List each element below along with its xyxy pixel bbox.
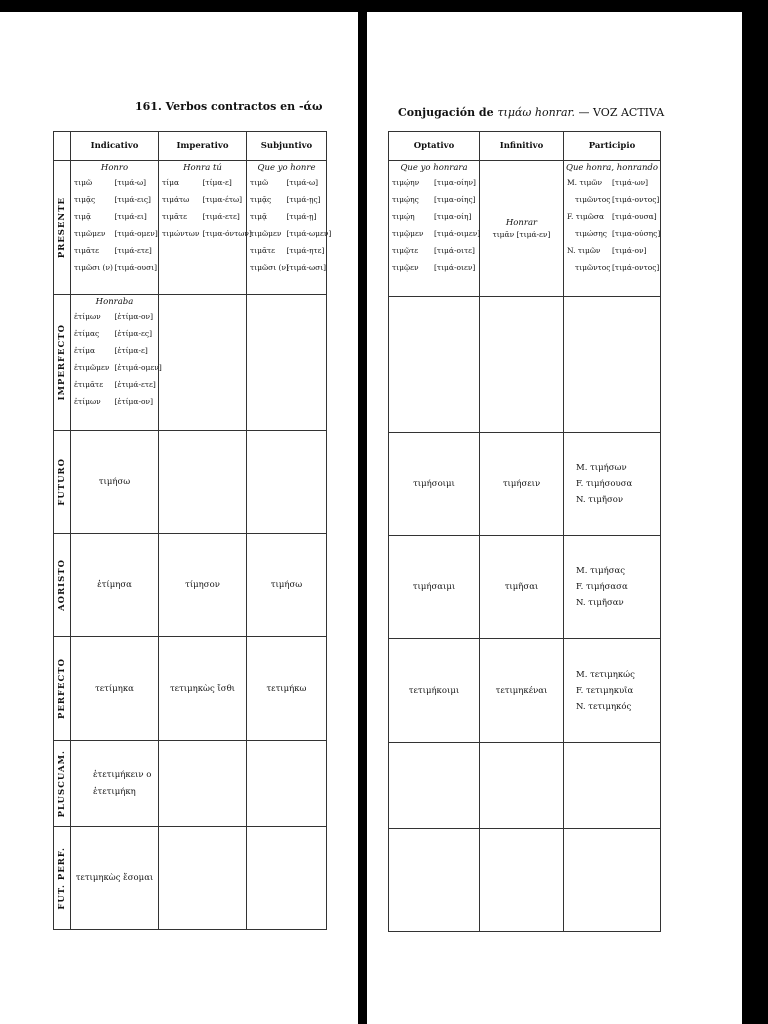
form-row — [250, 259, 327, 276]
form-analysis: [ἐτίμα-ε] — [114, 346, 148, 355]
form-row — [74, 359, 162, 376]
aoristo-infinitivo: τιμῆσαι — [480, 536, 564, 639]
form-word: F. τιμῶσα — [567, 212, 605, 221]
futperf-subjuntivo — [247, 827, 327, 930]
pluscuam-forms — [71, 767, 158, 801]
imperfecto-infinitivo — [480, 297, 564, 433]
pluscuam-optativo — [389, 743, 480, 829]
presente-participio — [564, 161, 661, 297]
part-fem: F. τιμήσασα — [576, 582, 628, 592]
corner-cell — [54, 132, 71, 161]
form-row — [162, 208, 243, 225]
presente-ind-heading: Honro — [100, 163, 129, 173]
right-page-title — [398, 106, 664, 119]
left-header-row — [54, 132, 327, 161]
row-label-futperf-text: FUT. PERF. — [57, 846, 67, 910]
form-word: τιμῶντος — [575, 263, 611, 272]
aoristo-part-forms — [564, 563, 660, 611]
perfecto-subjuntivo: τετιμήκω — [247, 637, 327, 741]
form-analysis: [τιμα-οίην] — [434, 178, 476, 187]
form-analysis: [τιμά-οιτε] — [434, 246, 475, 255]
perfecto-part-forms — [564, 667, 660, 715]
row-label-perfecto — [54, 637, 71, 741]
form-row — [567, 191, 660, 208]
form-word: τιμάτω — [162, 195, 190, 204]
part-neut: N. τετιμηκός — [576, 701, 632, 712]
form-word: τίμα — [162, 178, 180, 187]
row-label-presente — [54, 161, 71, 295]
form-analysis: [τιμά-ον] — [612, 246, 647, 255]
right-row-futuro — [389, 433, 661, 536]
header-infinitivo: Infinitivo — [480, 132, 564, 161]
form-analysis: [τιμα-οίη] — [434, 212, 472, 221]
part-masc: M. τετιμηκώς — [576, 669, 635, 680]
form-analysis: [ἐτιμά-ομεν] — [114, 363, 162, 372]
form-word: τιμῶσι (ν) — [74, 263, 113, 272]
form-analysis: [τιμά-ωμεν] — [286, 229, 332, 238]
futuro-subjuntivo — [247, 431, 327, 534]
left-page-title — [135, 100, 323, 113]
form-row — [392, 259, 476, 276]
form-word: ἐτίμα — [74, 346, 96, 355]
form-analysis: [ἐτίμα-ες] — [114, 329, 153, 338]
form-analysis: [τιμά-ει] — [114, 212, 147, 221]
form-row — [74, 325, 155, 342]
futuro-optativo: τιμήσοιμι — [389, 433, 480, 536]
presente-opt-heading: Que yo honrara — [400, 163, 468, 173]
form-word: τιμᾷς — [250, 195, 272, 204]
presente-sub-forms — [247, 174, 332, 276]
row-imperfecto — [54, 295, 327, 431]
form-analysis: [τιμά-οιεν] — [434, 263, 476, 272]
scan-border — [742, 0, 768, 1024]
part-neut: N. τιμῆσαν — [576, 598, 624, 608]
form-word: ἐτιμῶμεν — [74, 363, 110, 372]
row-label-aoristo-text: AORISTO — [57, 559, 67, 611]
row-label-pluscuam-text: PLUSCUAM. — [57, 749, 67, 818]
form-analysis: [τιμά-ουσι] — [114, 263, 158, 272]
right-title-tail: — VOZ ACTIVA — [575, 106, 665, 119]
form-row — [162, 191, 243, 208]
form-row — [250, 242, 323, 259]
futuro-participio — [564, 433, 661, 536]
row-label-pluscuam — [54, 741, 71, 827]
form-word: M. τιμῶν — [567, 178, 603, 187]
presente-indicativo — [71, 161, 159, 295]
right-header-row — [389, 132, 661, 161]
pluscuam-form-2: ἐτετιμήκη — [93, 786, 136, 797]
right-title-verb: τιμάω honrar. — [497, 106, 576, 119]
presente-infinitivo — [480, 161, 564, 297]
form-word: τιμῶσι (ν) — [250, 263, 289, 272]
perfecto-infinitivo: τετιμηκέναι — [480, 639, 564, 743]
form-row — [250, 174, 323, 191]
pluscuam-subjuntivo — [247, 741, 327, 827]
form-row — [250, 225, 332, 242]
part-fem: F. τετιμηκυῖα — [576, 685, 634, 696]
presente-imperativo — [159, 161, 252, 295]
part-neut: N. τιμῆσον — [576, 495, 624, 505]
form-row — [74, 308, 155, 325]
presente-ind-forms — [71, 174, 158, 276]
form-word: τιμῷμεν — [392, 229, 424, 238]
left-conjugation-table — [53, 131, 332, 930]
right-row-pluscuam — [389, 743, 661, 829]
right-row-perfecto — [389, 639, 661, 743]
aoristo-imperativo: τίμησον — [159, 534, 247, 637]
form-row — [392, 191, 476, 208]
row-label-presente-text: PRESENTE — [57, 196, 67, 259]
form-word: ἐτίμων — [74, 312, 101, 321]
form-row — [74, 342, 155, 359]
form-row — [567, 208, 657, 225]
pluscuam-participio — [564, 743, 661, 829]
pluscuam-infinitivo — [480, 743, 564, 829]
form-row — [74, 376, 155, 393]
right-row-aoristo — [389, 536, 661, 639]
right-page — [367, 12, 742, 1024]
form-word: τιμᾶτε — [162, 212, 188, 221]
form-analysis: [τιμα-οίης] — [434, 195, 476, 204]
form-analysis: [τίμα-ε] — [202, 178, 232, 187]
form-word: τιμᾶτε — [74, 246, 100, 255]
form-analysis: [τιμά-ετε] — [114, 246, 152, 255]
header-participio: Participio — [564, 132, 661, 161]
form-analysis: [τιμά-ωσι] — [286, 263, 327, 272]
form-analysis: [τιμά-οιμεν] — [434, 229, 481, 238]
form-row — [74, 208, 155, 225]
perfecto-imperativo: τετιμηκὼς ἴσθι — [159, 637, 247, 741]
presente-inf-form: τιμᾶν [τιμά-εν] — [492, 230, 551, 239]
part-masc: M. τιμήσας — [576, 566, 626, 576]
row-label-imperfecto-text: IMPERFECTO — [57, 324, 67, 401]
imperfecto-participio — [564, 297, 661, 433]
form-analysis: [τιμά-εις] — [114, 195, 151, 204]
right-row-presente — [389, 161, 661, 297]
form-word: τιμῶ — [74, 178, 93, 187]
form-row — [567, 225, 661, 242]
form-analysis: [τιμά-οντος] — [612, 263, 660, 272]
imperfecto-ind-forms — [71, 308, 162, 410]
imperfecto-ind-heading: Honraba — [95, 297, 134, 307]
form-row — [392, 208, 476, 225]
form-word: τιμᾷ — [74, 212, 92, 221]
form-analysis: [τιμά-ων] — [612, 178, 649, 187]
form-word: τιμῷεν — [392, 263, 419, 272]
form-analysis: [τιμα-έτω] — [202, 195, 243, 204]
right-title-lead: Conjugación de — [398, 106, 498, 119]
form-row — [162, 174, 243, 191]
form-word: τιμῴη — [392, 212, 415, 221]
form-analysis: [ἐτίμα-ον] — [114, 397, 154, 406]
perfecto-indicativo: τετίμηκα — [71, 637, 159, 741]
form-analysis: [τιμά-ομεν] — [114, 229, 158, 238]
header-imperativo: Imperativo — [159, 132, 247, 161]
form-row — [392, 225, 481, 242]
futuro-imperativo — [159, 431, 247, 534]
pluscuam-form-1: ἐτετιμήκειν ο — [93, 769, 152, 780]
header-optativo: Optativo — [389, 132, 480, 161]
presente-inf-heading: Honrar — [505, 218, 538, 228]
row-aoristo — [54, 534, 327, 637]
form-word: τιμῶμεν — [250, 229, 282, 238]
row-label-imperfecto — [54, 295, 71, 431]
form-word: τιμῶντος — [575, 195, 611, 204]
perfecto-participio — [564, 639, 661, 743]
form-row — [392, 242, 476, 259]
form-row — [74, 242, 155, 259]
futperf-imperativo — [159, 827, 247, 930]
imperfecto-imperativo — [159, 295, 247, 431]
row-futuro — [54, 431, 327, 534]
futperf-infinitivo — [480, 829, 564, 932]
presente-part-forms — [564, 174, 660, 276]
form-word: τιμῶμεν — [74, 229, 106, 238]
futperf-participio — [564, 829, 661, 932]
form-word: ἐτίμων — [74, 397, 101, 406]
presente-opt-forms — [389, 174, 479, 276]
form-row — [74, 174, 155, 191]
form-analysis: [τιμά-ετε] — [202, 212, 240, 221]
pluscuam-indicativo — [71, 741, 159, 827]
form-word: ἐτιμᾶτε — [74, 380, 104, 389]
form-word: τιμώσης — [575, 229, 607, 238]
right-conjugation-table — [388, 131, 661, 932]
aoristo-participio — [564, 536, 661, 639]
pluscuam-imperativo — [159, 741, 247, 827]
form-analysis: [τιμά-ω] — [286, 178, 319, 187]
form-word: ἐτίμας — [74, 329, 100, 338]
form-word: τιμῶ — [250, 178, 269, 187]
row-pluscuam — [54, 741, 327, 827]
form-analysis: [τιμά-οντος] — [612, 195, 660, 204]
presente-sub-heading: Que yo honre — [257, 163, 316, 173]
form-row — [250, 191, 323, 208]
futperf-optativo — [389, 829, 480, 932]
form-analysis: [τιμά-ω] — [114, 178, 147, 187]
row-label-futuro — [54, 431, 71, 534]
row-label-futperf — [54, 827, 71, 930]
aoristo-indicativo: ἐτίμησα — [71, 534, 159, 637]
form-analysis: [ἐτιμά-ετε] — [114, 380, 156, 389]
futuro-infinitivo: τιμήσειν — [480, 433, 564, 536]
presente-imp-forms — [159, 174, 252, 242]
form-word: τιμᾷς — [74, 195, 96, 204]
form-analysis: [τιμά-ῃς] — [286, 195, 321, 204]
left-title-text: 161. Verbos contractos en -άω — [135, 100, 323, 113]
futuro-part-forms — [564, 460, 660, 508]
form-word: τιμῴης — [392, 195, 419, 204]
presente-subjuntivo — [247, 161, 332, 295]
header-indicativo: Indicativo — [71, 132, 159, 161]
form-analysis: [τιμα-ούσης] — [612, 229, 661, 238]
left-page — [0, 12, 358, 1024]
form-word: τιμᾶτε — [250, 246, 276, 255]
imperfecto-subjuntivo — [247, 295, 327, 431]
row-label-aoristo — [54, 534, 71, 637]
aoristo-subjuntivo: τιμήσω — [247, 534, 327, 637]
form-row — [74, 191, 155, 208]
form-analysis: [τιμά-ουσα] — [612, 212, 657, 221]
form-word: τιμώντων — [162, 229, 200, 238]
form-row — [74, 225, 158, 242]
form-row — [567, 242, 657, 259]
form-row — [162, 225, 252, 242]
form-analysis: [ἐτίμα-ον] — [114, 312, 154, 321]
row-perfecto — [54, 637, 327, 741]
form-row — [567, 174, 657, 191]
futuro-indicativo: τιμήσω — [71, 431, 159, 534]
form-analysis: [τιμά-ῃ] — [286, 212, 317, 221]
perfecto-optativo: τετιμήκοιμι — [389, 639, 480, 743]
presente-imp-heading: Honra tú — [183, 163, 222, 173]
futperf-indicativo: τετιμηκὼς ἔσομαι — [71, 827, 159, 930]
part-masc: M. τιμήσων — [576, 463, 627, 473]
row-futperf — [54, 827, 327, 930]
form-row — [567, 259, 660, 276]
imperfecto-optativo — [389, 297, 480, 433]
part-fem: F. τιμήσουσα — [576, 479, 633, 489]
form-row — [74, 393, 155, 410]
aoristo-optativo: τιμήσαιμι — [389, 536, 480, 639]
presente-part-heading: Que honra, honrando — [565, 163, 658, 173]
form-word: τιμᾷ — [250, 212, 268, 221]
form-word: τιμῷτε — [392, 246, 419, 255]
form-row — [74, 259, 158, 276]
header-subjuntivo: Subjuntivo — [247, 132, 327, 161]
presente-optativo — [389, 161, 480, 297]
form-row — [392, 174, 476, 191]
form-analysis: [τιμά-ητε] — [286, 246, 325, 255]
row-presente — [54, 161, 327, 295]
row-label-futuro-text: FUTURO — [57, 458, 67, 506]
right-row-imperfecto — [389, 297, 661, 433]
row-label-perfecto-text: PERFECTO — [57, 658, 67, 719]
form-word: τιμῴην — [392, 178, 420, 187]
imperfecto-indicativo — [71, 295, 162, 431]
form-word: N. τιμῶν — [567, 246, 601, 255]
form-row — [250, 208, 323, 225]
form-analysis: [τιμα-όντων] — [202, 229, 252, 238]
right-row-futperf — [389, 829, 661, 932]
